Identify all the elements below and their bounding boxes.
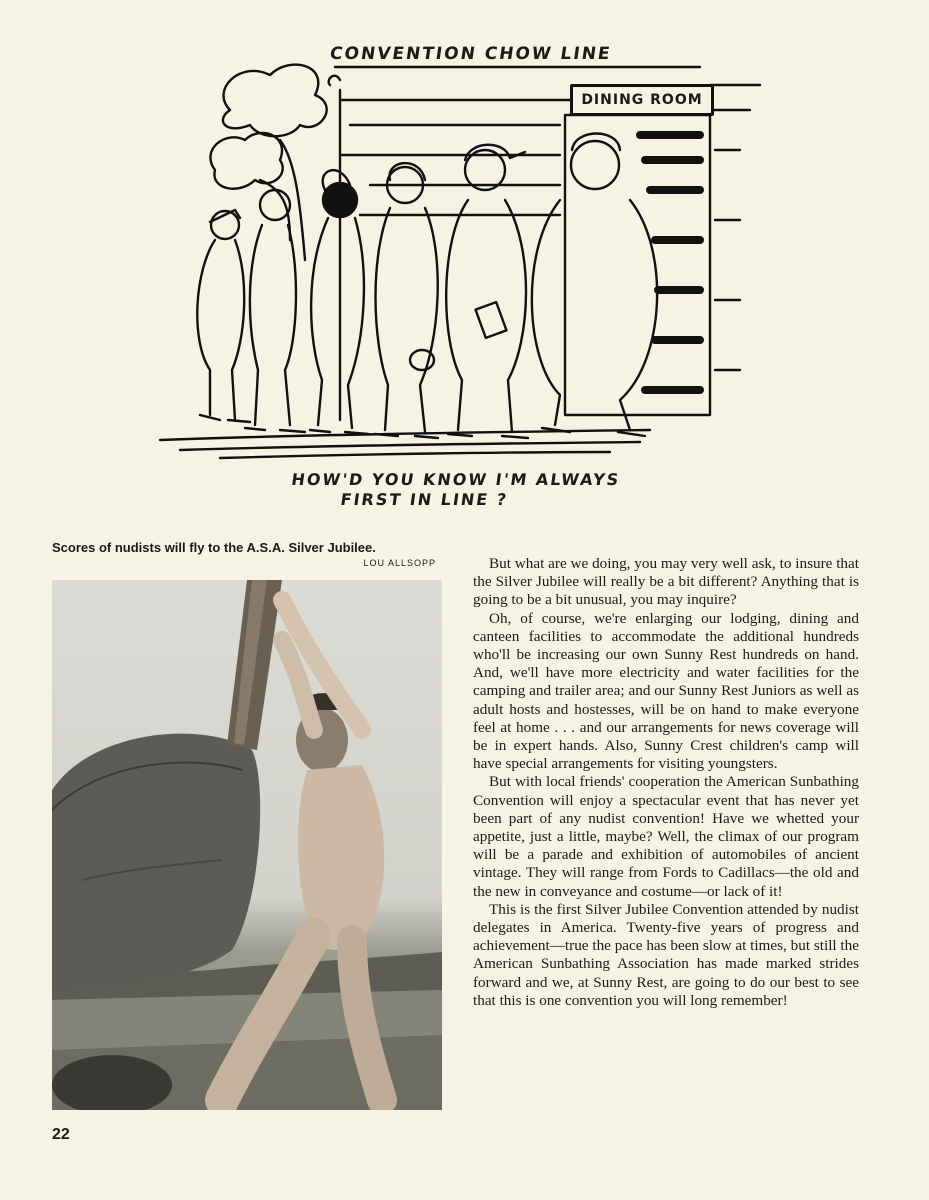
cartoon-illustration [140, 40, 780, 520]
photo-credit: LOU ALLSOPP [363, 558, 436, 568]
cartoon-caption-line-1: HOW'D YOU KNOW I'M ALWAYS [290, 470, 622, 489]
article-body [473, 555, 859, 1010]
article-paragraph-3: But with local friends' cooperation the American Sunbathing Convention will enjoy a spectacular event that has never yet been part of any nudist convention! Have we whetted your appetite, just a little, maybe? Well, the climax of our program will be a parade and exhibition of automobiles of ancient vintage. They will range from Fords to Cadillacs—the old and the new in conveyance and costume—or lack of it! [473, 773, 859, 900]
photo-caption: Scores of nudists will fly to the A.S.A. Silver Jubilee. [52, 540, 376, 555]
article-paragraph-1: But what are we doing, you may very well ask, to insure that the Silver Jubilee will really be a bit different? Anything that is going to be a bit unusual, you may inquire? [473, 555, 859, 609]
photograph [52, 580, 442, 1110]
dining-room-sign: DINING ROOM [570, 84, 714, 116]
cartoon-caption [287, 470, 673, 510]
article-paragraph-2: Oh, of course, we're enlarging our lodging, dining and canteen facilities to accommodate the additional hundreds who'll be increasing our own Sunny Rest hundreds on hand. And, we'll have more electricity and water facilities for the camping and trailer area; and our Sunny Rest Juniors as well as adult hosts and hostesses, will be on hand to make everyone feel at home . . . and our arrangements for news coverage will be in expert hands. Also, Sunny Crest children's camp will have special arrangements for visiting youngsters. [473, 609, 859, 773]
photograph-drawing [52, 580, 442, 1110]
page-number: 22 [52, 1126, 70, 1143]
cartoon-caption-line-2: FIRST IN LINE ? [339, 490, 510, 509]
article-paragraph-4: This is the first Silver Jubilee Convention attended by nudist delegates in America. Twenty-five years of progress and achievement—true the pace has been slow at times, but still the American Sunbathing Association has made marked strides forward and we, at Sunny Rest, are going to do our best to see that this is one convention you will long remember! [473, 900, 859, 1009]
cartoon-title: CONVENTION CHOW LINE [328, 44, 613, 64]
